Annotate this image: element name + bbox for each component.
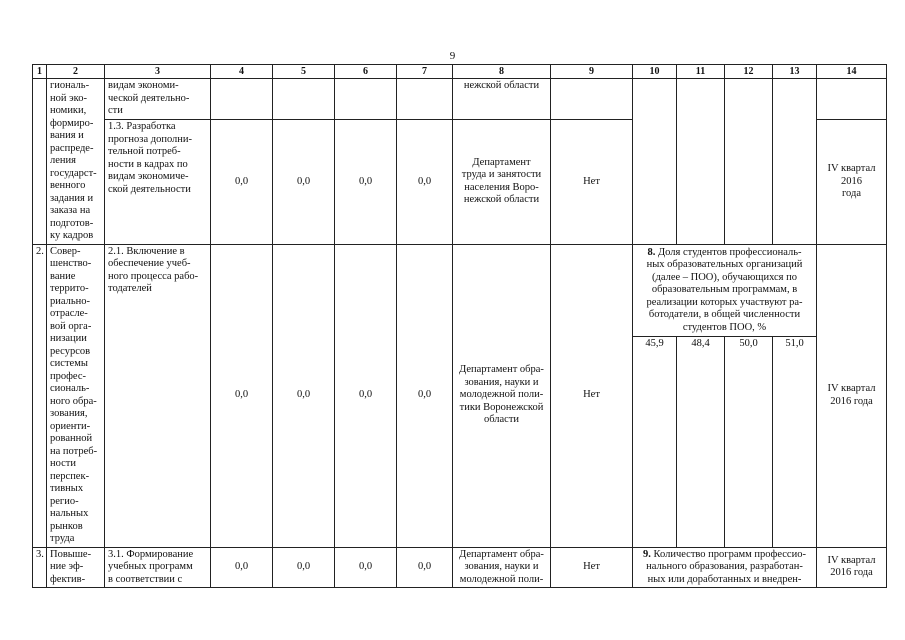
column-number-row [33, 65, 887, 79]
row1-c7: 0,0 [397, 120, 453, 244]
row2-c5: 0,0 [273, 244, 335, 547]
row1-num [33, 79, 47, 245]
row2-num: 2. [33, 244, 47, 547]
row1-c9-top [551, 79, 633, 120]
row1-c13 [773, 79, 817, 245]
row2-deadline: IV квартал 2016 года [817, 244, 887, 547]
row1-c11 [677, 79, 725, 245]
row1-c12 [725, 79, 773, 245]
row3-num: 3. [33, 547, 47, 588]
row1-c14-top [817, 79, 887, 120]
row2-value-10: 45,9 [633, 337, 677, 547]
col-header-8: 8 [453, 65, 551, 79]
row3-c9: Нет [551, 547, 633, 588]
col-header-13: 13 [773, 65, 817, 79]
col-header-10: 10 [633, 65, 677, 79]
row2-value-11: 48,4 [677, 337, 725, 547]
row3-indicator [633, 547, 817, 588]
row1-c6-top [335, 79, 397, 120]
row1-c7-top [397, 79, 453, 120]
row1-c9: Нет [551, 120, 633, 244]
row3-c4: 0,0 [211, 547, 273, 588]
row2-indicator-text: Доля студентов профессиональ- ных образовательных организаций (далее – ПОО), обучающихся по образовательным программам, в реализации которых участвуют ра- ботодатели, в общей численности студентов ПОО, % [646, 246, 803, 333]
row3-executor: Департамент обра- зования, науки и молодежной поли- [453, 547, 551, 588]
row2-indicator [633, 244, 817, 337]
row2-c9: Нет [551, 244, 633, 547]
row1-c5-top [273, 79, 335, 120]
plan-table [32, 64, 887, 588]
page-number: 9 [449, 50, 456, 62]
row2-executor: Департамент обра- зования, науки и молодежной поли- тики Воронежской области [453, 244, 551, 547]
row3-c6: 0,0 [335, 547, 397, 588]
row2-c7: 0,0 [397, 244, 453, 547]
table-row [33, 244, 887, 337]
row1-task-continued: видам экономи- ческой деятельно- сти [105, 79, 211, 120]
col-header-1: 1 [33, 65, 47, 79]
row3-task: 3.1. Формирование учебных программ в соответствии с [105, 547, 211, 588]
row1-c6: 0,0 [335, 120, 397, 244]
table-row [33, 79, 887, 120]
col-header-7: 7 [397, 65, 453, 79]
row3-c7: 0,0 [397, 547, 453, 588]
col-header-4: 4 [211, 65, 273, 79]
row2-c6: 0,0 [335, 244, 397, 547]
col-header-14: 14 [817, 65, 887, 79]
row3-c5: 0,0 [273, 547, 335, 588]
row2-indicator-number: 8. [647, 246, 656, 258]
col-header-6: 6 [335, 65, 397, 79]
row2-c4: 0,0 [211, 244, 273, 547]
table-row [33, 547, 887, 588]
row1-c5: 0,0 [273, 120, 335, 244]
row1-c10 [633, 79, 677, 245]
col-header-12: 12 [725, 65, 773, 79]
row3-indicator-number: 9. [643, 548, 651, 560]
row2-goal: Совер- шенство- вание террито- риально- отрасле- вой орга- низации ресурсов системы профес- сиональ- ного обра- зования, ориенти- рованной на потреб- ности перспек- тивных регио- нальных рынков труда [47, 244, 105, 547]
row2-value-13: 51,0 [773, 337, 817, 547]
row2-value-12: 50,0 [725, 337, 773, 547]
row3-deadline: IV квартал 2016 года [817, 547, 887, 588]
col-header-2: 2 [47, 65, 105, 79]
row1-c4: 0,0 [211, 120, 273, 244]
row1-deadline: IV квартал 2016 года [817, 120, 887, 244]
row3-goal: Повыше- ние эф- фектив- [47, 547, 105, 588]
row1-executor: Департамент труда и занятости населения Воро- нежской области [453, 120, 551, 244]
row3-indicator-text: Количество программ профессио- нального образования, разработан- ных или доработанных и внедрен- [646, 548, 806, 585]
col-header-3: 3 [105, 65, 211, 79]
row1-task: 1.3. Разработка прогноза дополни- тельной потреб- ности в кадрах по видам экономиче- ской деятельности [105, 120, 211, 244]
row1-executor-continued: нежской области [453, 79, 551, 120]
row1-c4-top [211, 79, 273, 120]
col-header-9: 9 [551, 65, 633, 79]
row1-goal: гиональ- ной эко- номики, формиро- вания и распреде- ления государст- венного задания и заказа на подготов- ку кадров [47, 79, 105, 245]
col-header-11: 11 [677, 65, 725, 79]
row2-task: 2.1. Включение в обеспечение учеб- ного процесса рабо- тодателей [105, 244, 211, 547]
col-header-5: 5 [273, 65, 335, 79]
